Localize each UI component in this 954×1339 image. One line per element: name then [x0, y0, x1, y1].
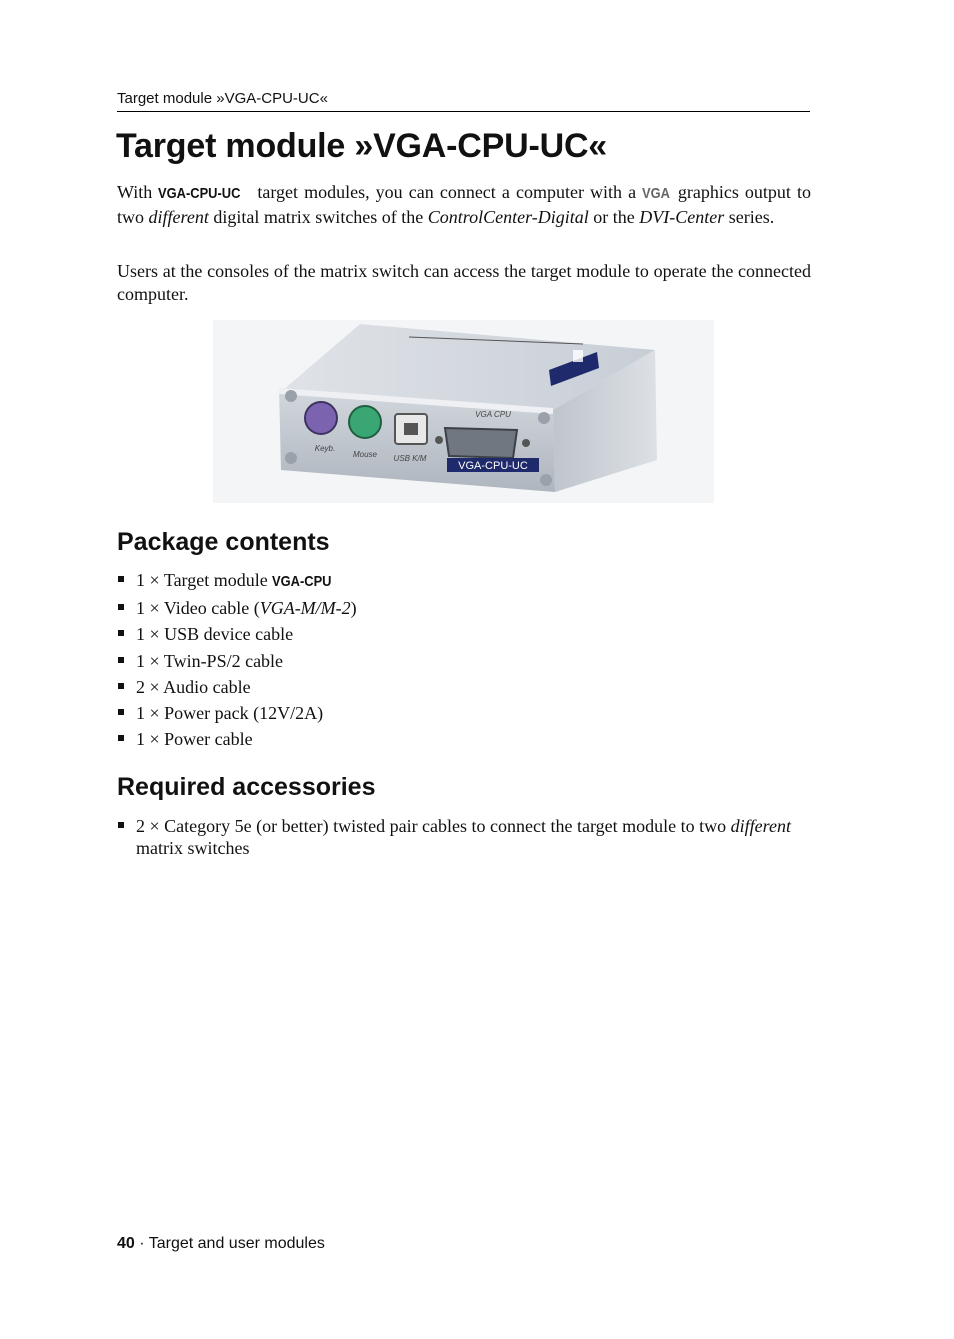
series-controlcenter: ControlCenter-Digital	[427, 206, 589, 227]
list-item	[117, 567, 811, 595]
emphasis-different: different	[148, 206, 209, 227]
port-label-vga: VGA CPU	[475, 410, 511, 419]
intro-paragraph	[117, 181, 811, 228]
list-item	[117, 815, 797, 859]
item-text: 1 × Power pack (12V/2A)	[136, 703, 324, 724]
item-italic: VGA-M/M-2	[259, 598, 351, 619]
list-item	[117, 621, 811, 647]
intro-text-1: target modules, you can connect a computer with a	[251, 182, 643, 202]
device-illustration	[213, 320, 714, 503]
intro-text-5: series.	[724, 206, 775, 227]
item-text-end: )	[350, 598, 357, 619]
item-text: 2 × Audio cable	[136, 676, 251, 697]
list-item	[117, 595, 811, 621]
list-item	[117, 700, 811, 726]
package-list	[117, 567, 811, 752]
intro-with: With	[117, 182, 153, 202]
item-text: 1 × Target module	[136, 570, 273, 590]
list-item	[117, 648, 811, 674]
item-text-end: matrix switches	[136, 838, 250, 858]
item-text: 1 × Twin-PS/2 cable	[136, 650, 284, 671]
intro-text-2: graphics output to two	[117, 182, 812, 227]
port-label-mouse: Mouse	[352, 450, 378, 459]
product-image	[213, 320, 714, 503]
item-text: 2 × Category 5e (or better) twisted pair cables to connect the target module to two	[136, 816, 731, 836]
item-text: 1 × Power cable	[136, 729, 253, 750]
item-bold: VGA-CPU	[272, 573, 332, 590]
list-item	[117, 674, 811, 700]
vga-term: VGA	[642, 185, 671, 202]
accessories-list	[117, 815, 797, 859]
item-text: 1 × USB device cable	[136, 624, 294, 645]
series-dvicenter: DVI-Center	[639, 206, 725, 227]
consoles-paragraph: Users at the consoles of the matrix switch can access the target module to operate the connected computer.	[117, 261, 811, 304]
item-italic: different	[730, 816, 791, 836]
page-number: 40	[117, 1235, 135, 1252]
module-name: VGA-CPU-UC	[158, 185, 241, 202]
footer-separator: ·	[134, 1235, 149, 1252]
package-heading: Package contents	[117, 528, 330, 556]
port-label-keyb: Keyb.	[314, 444, 336, 453]
model-label: VGA-CPU-UC	[458, 460, 528, 472]
intro-text-4: or the	[588, 206, 640, 227]
item-text: 1 × Video cable (	[136, 598, 260, 619]
footer-section: Target and user modules	[148, 1235, 325, 1252]
intro-text-3: digital matrix switches of the	[208, 206, 428, 227]
page-title: Target module »VGA-CPU-UC«	[116, 127, 608, 165]
running-header: Target module »VGA-CPU-UC«	[117, 90, 810, 112]
list-item	[117, 726, 811, 752]
accessories-heading: Required accessories	[117, 773, 376, 801]
port-label-usb: USB K/M	[393, 454, 427, 463]
page-footer	[117, 1235, 325, 1253]
